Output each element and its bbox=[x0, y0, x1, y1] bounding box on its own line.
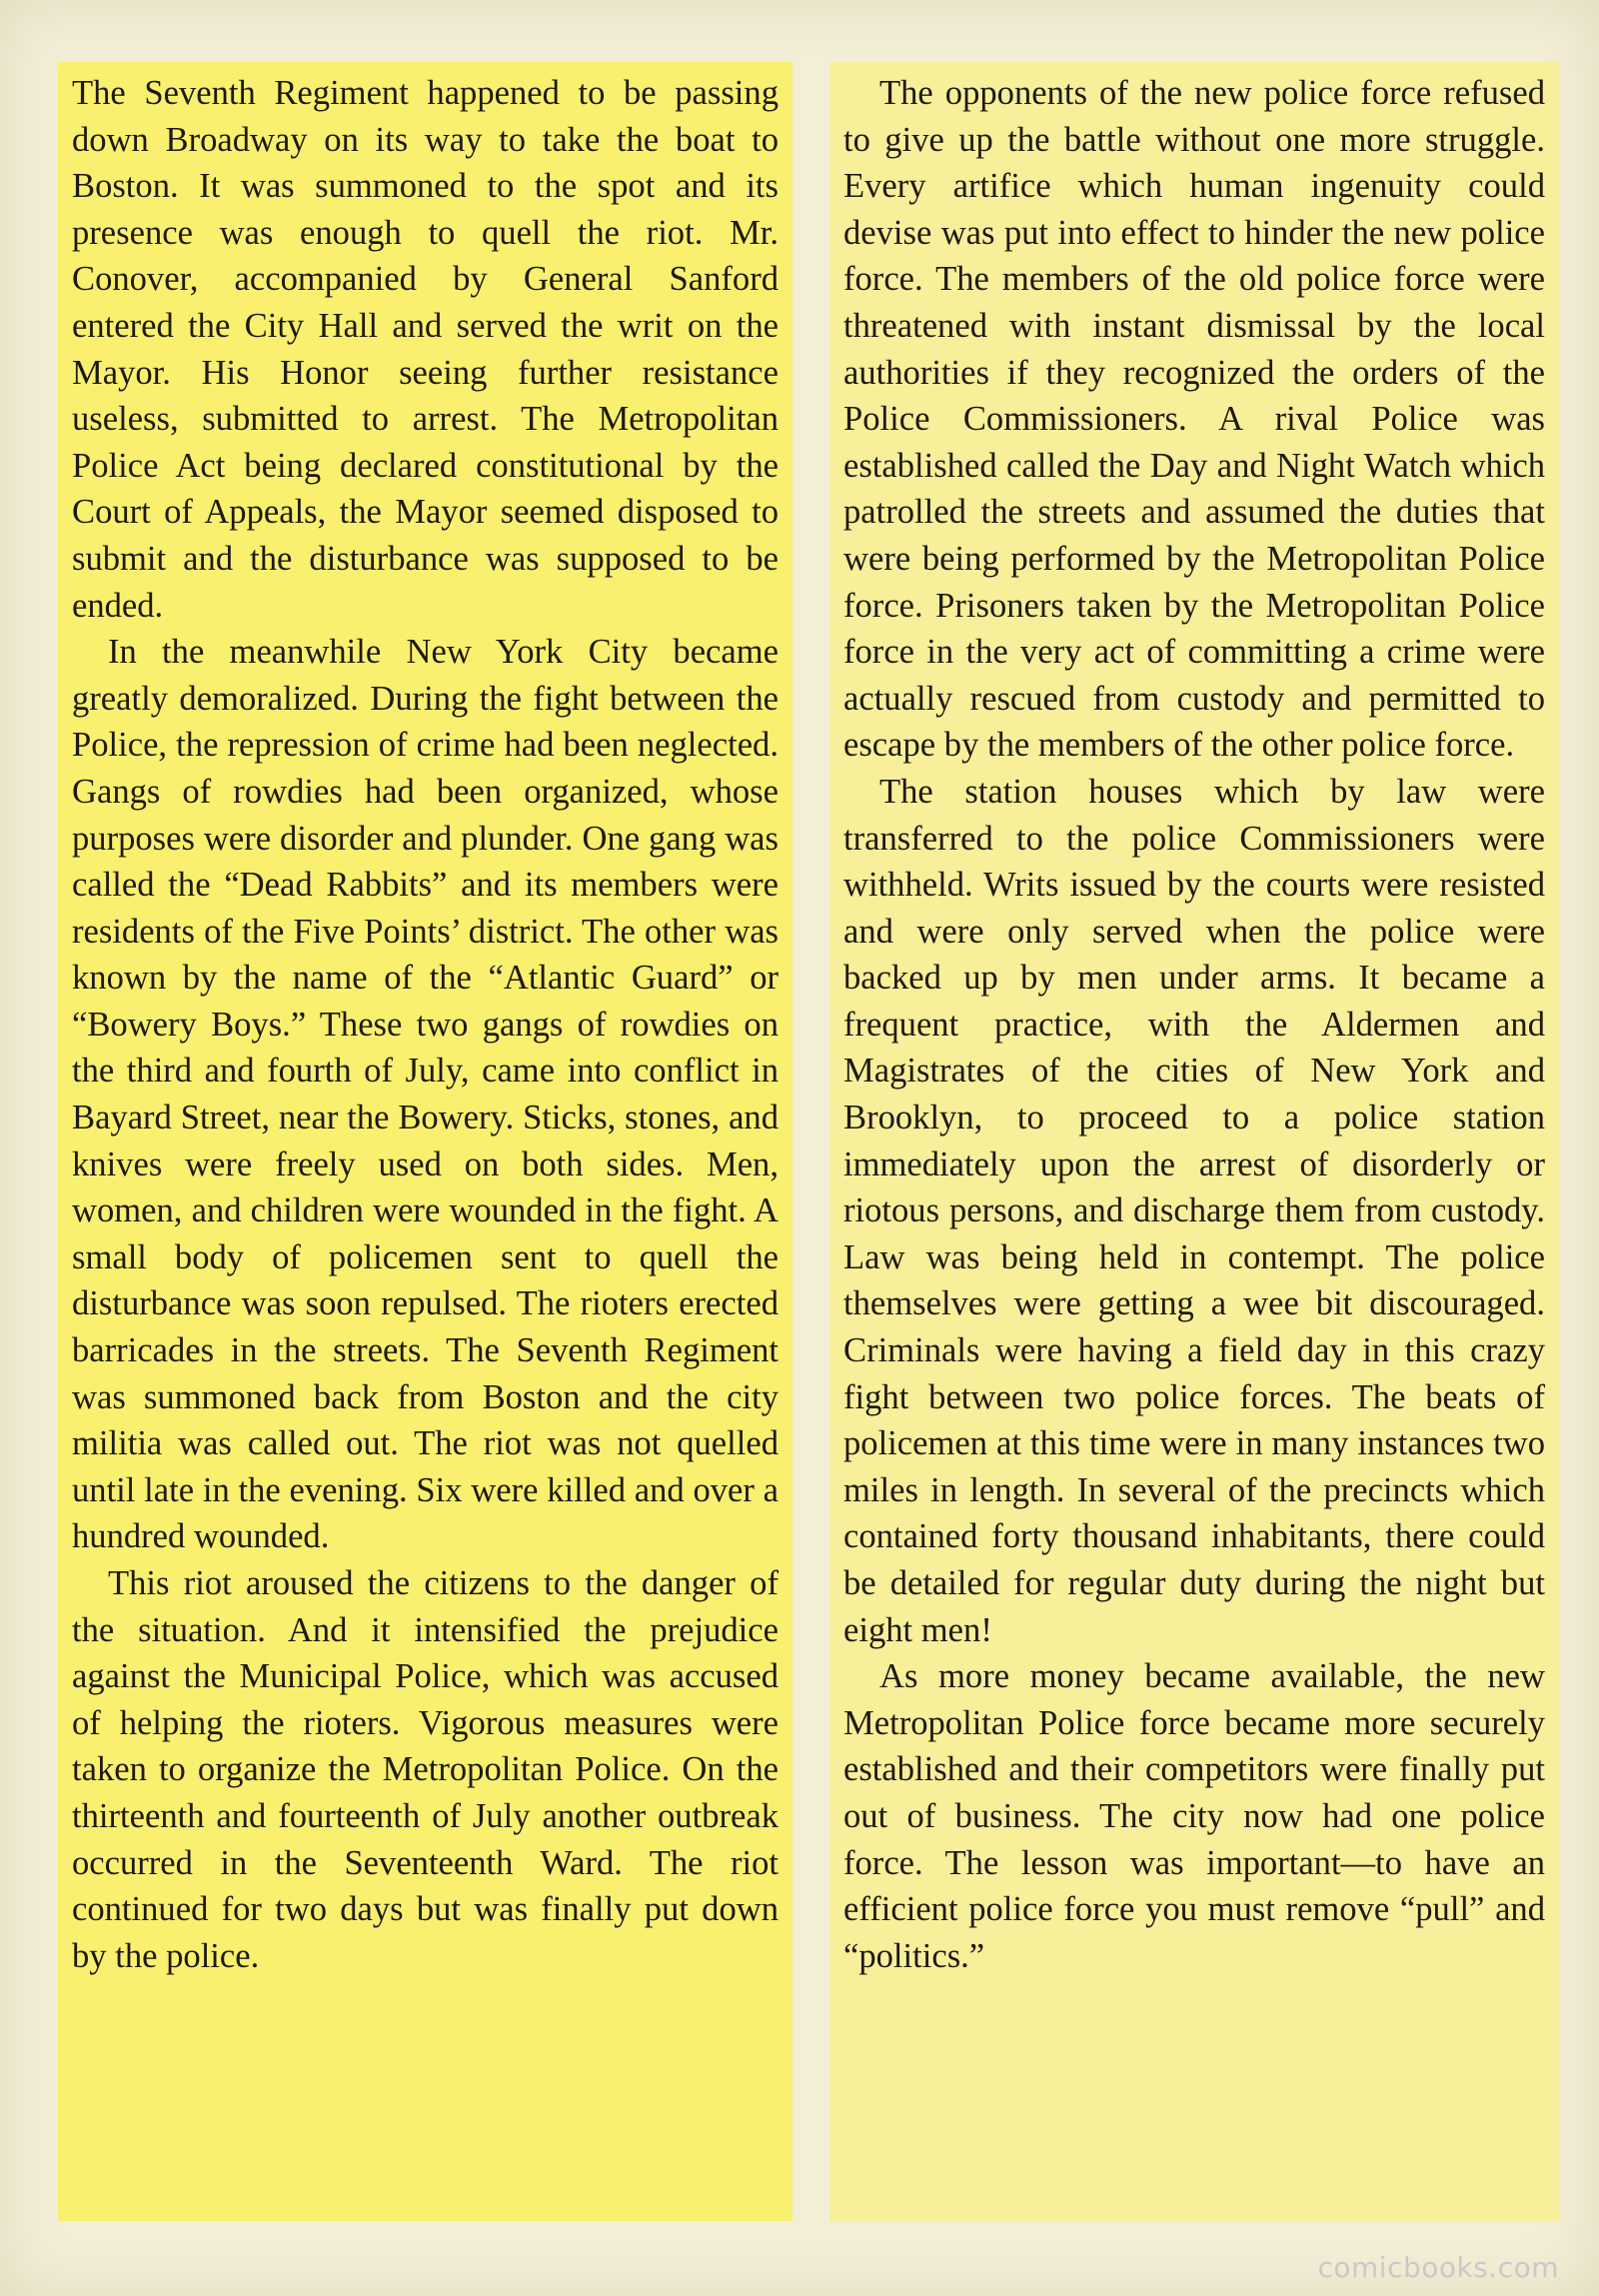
paragraph: The opponents of the new police force refused to give up the battle without one more struggle. Every artifice which human ingenuity could devise was put into effect to hinder the new police force. The members of the old police force were threatened with instant dismissal by the local authorities if they recognized the orders of the Police Commissioners. A rival Police was established called the Day and Night Watch which patrolled the streets and assumed the duties that were being performed by the Metropolitan Police force. Prisoners taken by the Metropolitan Police force in the very act of committing a crime were actually rescued from custody and permitted to escape by the members of the other police force. bbox=[843, 74, 1545, 765]
right-text-column bbox=[829, 62, 1559, 2221]
paragraph: This riot aroused the citizens to the danger of the situation. And it intensified the prejudice against the Municipal Police, which was accused of helping the rioters. Vigorous measures were taken to organize the Metropolitan Police. On the thirteenth and fourteenth of July another outbreak occurred in the Seventeenth Ward. The riot continued for two days but was finally put down by the police. bbox=[72, 1564, 779, 1975]
paragraph: As more money became available, the new Metropolitan Police force became more securely established and their competitors were finally put out of business. The city now had one police force. The lesson was important—to have an efficient police force you must remove “pull” and “politics.” bbox=[843, 1657, 1545, 1975]
paragraph: In the meanwhile New York City became greatly demoralized. During the fight between the Police, the repression of crime had been neglected. Gangs of rowdies had been organized, whose purposes were disorder and plunder. One gang was called the “Dead Rabbits” and its members were residents of the Five Points’ district. The other was known by the name of the “Atlantic Guard” or “Bowery Boys.” These two gangs of rowdies on the third and fourth of July, came into conflict in Bayard Street, near the Bowery. Sticks, stones, and knives were freely used on both sides. Men, women, and children were wounded in the fight. A small body of policemen sent to quell the disturbance was soon repulsed. The rioters erected barricades in the streets. The Seventh Regiment was summoned back from Boston and the city militia was called out. The riot was not quelled until late in the evening. Six were killed and over a hundred wounded. bbox=[72, 633, 779, 1556]
watermark-text: comicbooks.com bbox=[1317, 2251, 1559, 2284]
paragraph: The station houses which by law were transferred to the police Commissioners were withheld. Writs issued by the courts were resisted and were only served when the police were backed up by men under arms. It became a frequent practice, with the Aldermen and Magistrates of the cities of New York and Brooklyn, to proceed to a police station immediately upon the arrest of disorderly or riotous persons, and discharge them from custody. Law was being held in contempt. The police themselves were getting a wee bit discouraged. Criminals were having a field day in this crazy fight between two police forces. The beats of policemen at this time were in many instances two miles in length. In several of the precincts which contained forty thousand inhabitants, there could be detailed for regular duty during the night but eight men! bbox=[843, 772, 1545, 1649]
left-text-column bbox=[58, 62, 793, 2221]
paragraph: The Seventh Regiment happened to be passing down Broadway on its way to take the boat to Boston. It was summoned to the spot and its presence was enough to quell the riot. Mr. Conover, accompanied by General Sanford entered the City Hall and served the writ on the Mayor. His Honor seeing further resistance useless, submitted to arrest. The Metropolitan Police Act being declared constitutional by the Court of Appeals, the Mayor seemed disposed to submit and the disturbance was supposed to be ended. bbox=[72, 74, 779, 625]
